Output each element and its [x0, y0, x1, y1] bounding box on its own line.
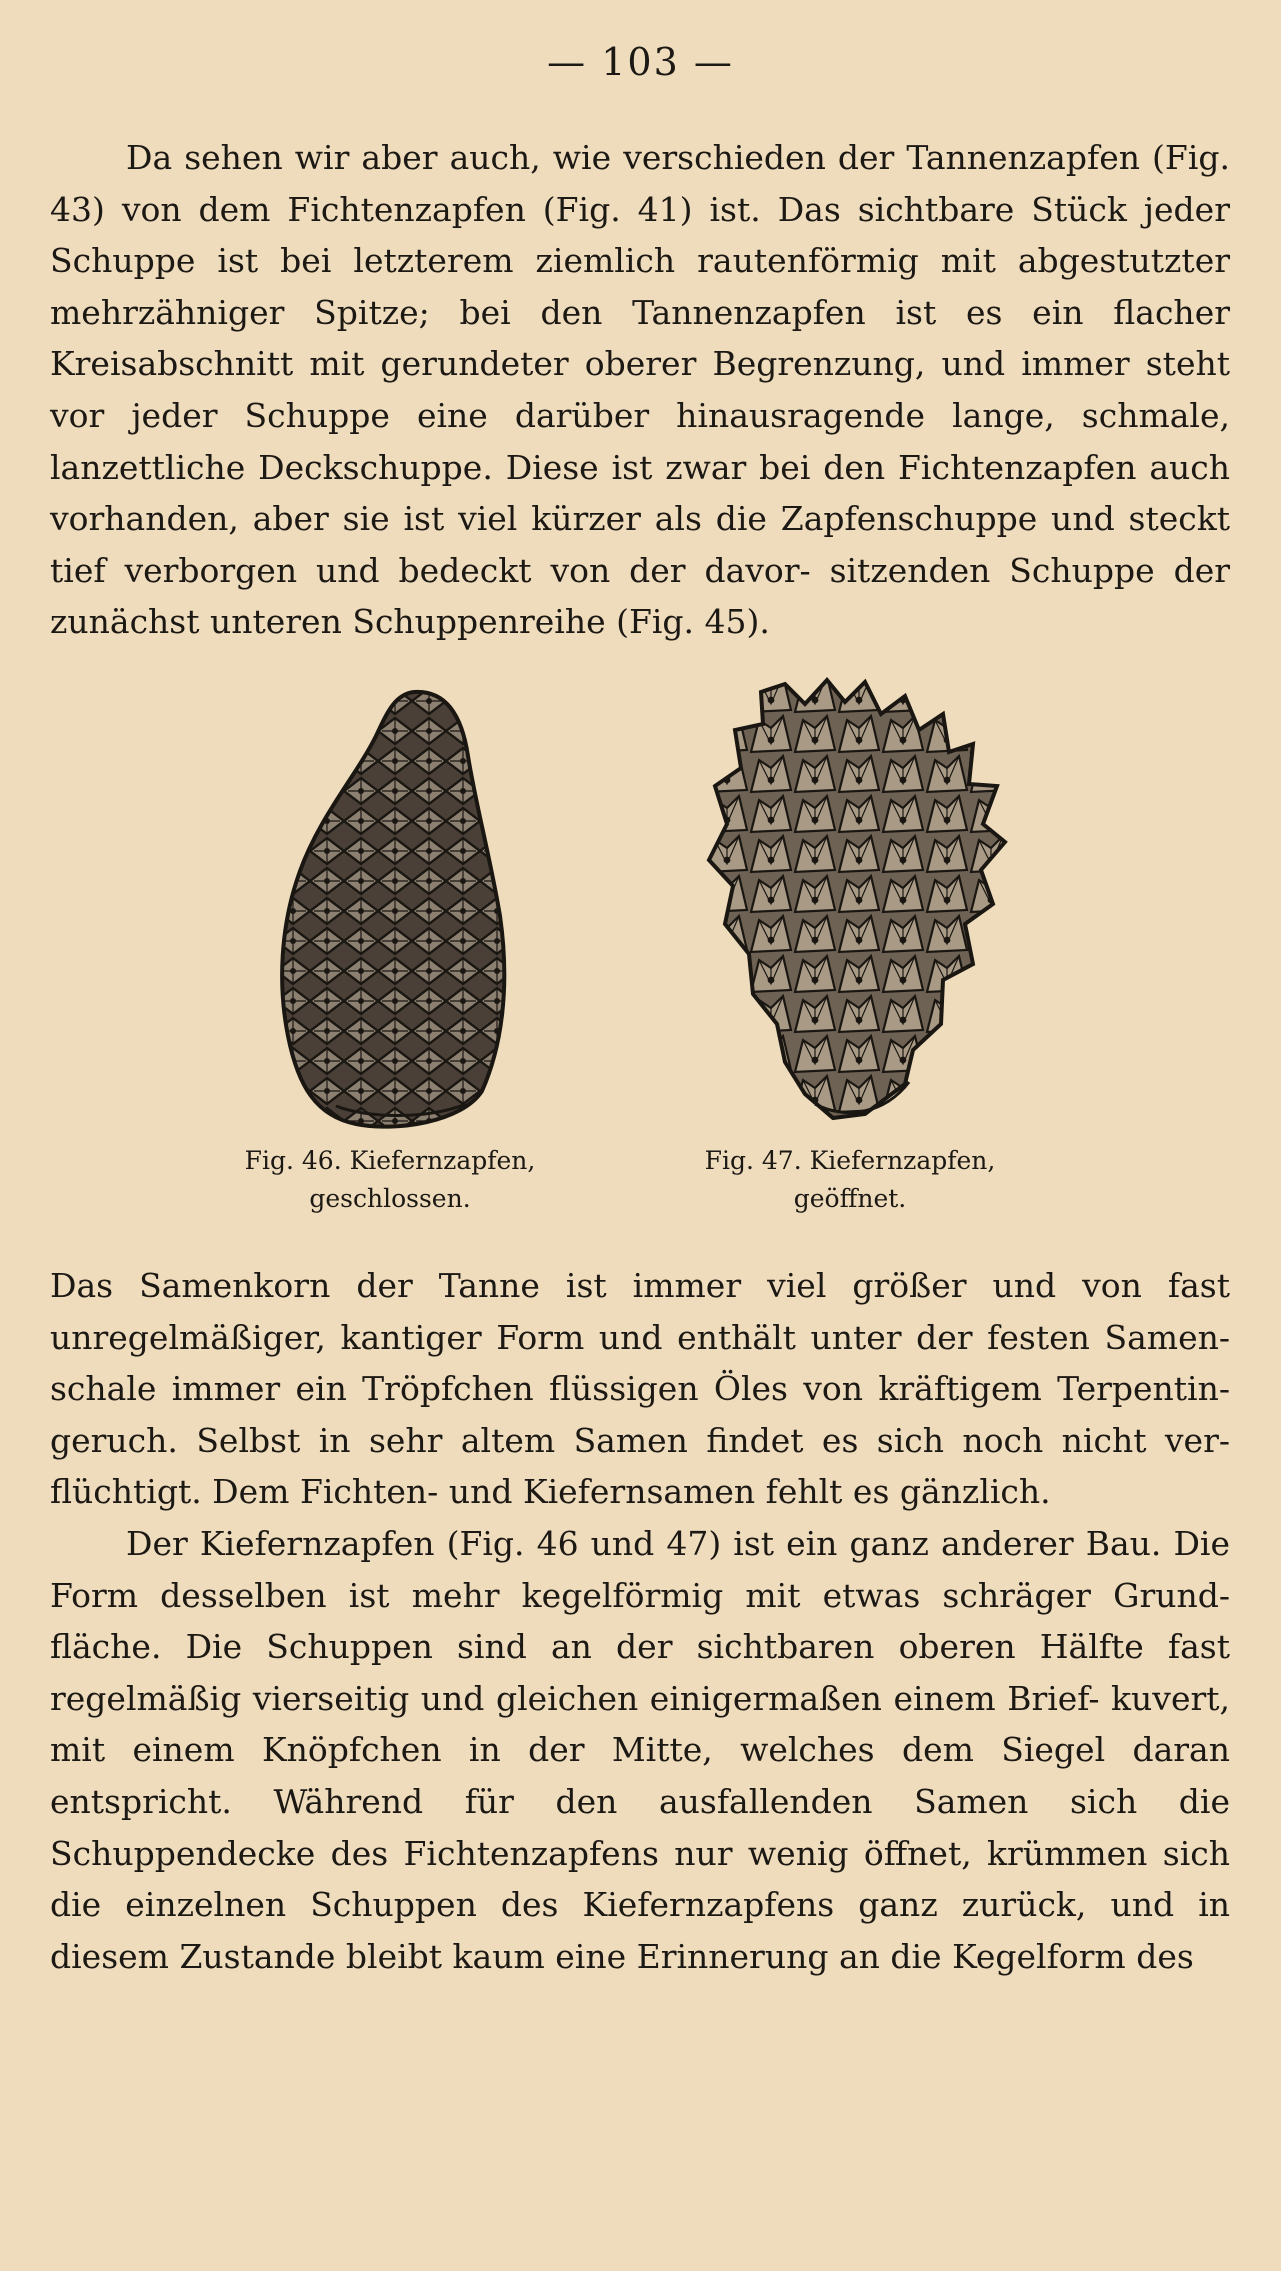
figure-47-caption-line1: Fig. 47. Kiefernzapfen,	[704, 1146, 996, 1175]
paragraph-1-text: Da sehen wir aber auch, wie verschieden der Tannenzapfen (Fig. 43) von dem Fichtenzapfen (Fig. 41) ist. Das sichtbare Stück jeder Schuppe ist bei letzterem ziemlich rautenförmig mit abgestutzter mehrzähniger Spitze; bei den Tannenzapfen ist es ein flacher Kreisabschnitt mit gerundeter oberer Begrenzung, und immer steht vor jeder Schuppe eine darüber hinausragende lange, schmale, lanzettliche Deckschuppe. Diese ist zwar bei den Fichtenzapfen auch vorhanden, aber sie ist viel kürzer als die Zapfenschuppe und steckt tief verborgen und bedeckt von der davor- sitzenden Schuppe der zunächst unteren Schuppenreihe (Fig. 45).	[50, 138, 1230, 642]
paragraph-3-text: Der Kiefernzapfen (Fig. 46 und 47) ist ein ganz anderer Bau. Die Form desselben ist mehr kegelförmig mit etwas schräger Grund- fläche. Die Schuppen sind an der sichtbaren oberen Hälfte fast regelmäßig vierseitig und gleichen einigermaßen einem Brief- kuvert, mit einem Knöpfchen in der Mitte, welches dem Siegel daran entspricht. Während für den ausfallenden Samen sich die Schuppendecke des Fichtenzapfens nur wenig öffnet, krümmen sich die einzelnen Schuppen des Kiefernzapfens ganz zurück, und in diesem Zustande bleibt kaum eine Erinnerung an die Kegelform des	[50, 1524, 1230, 1976]
page-number: — 103 —	[547, 40, 734, 84]
paragraph-3	[50, 1518, 1230, 1982]
paragraph-2-text: Das Samenkorn der Tanne ist immer viel größer und von fast unregelmäßiger, kantiger Form und enthält unter der festen Samen- schale immer ein Tröpfchen flüssigen Öles von kräftigem Terpentin- geruch. Selbst in sehr altem Samen findet es sich noch nicht ver- flüchtigt. Dem Fichten- und Kiefernsamen fehlt es gänzlich.	[50, 1266, 1230, 1512]
figure-47-caption	[650, 1142, 1050, 1218]
closed-pine-cone-illustration	[276, 686, 512, 1132]
figure-46-caption-line1: Fig. 46. Kiefernzapfen,	[244, 1146, 536, 1175]
figure-46-caption-line2: geschlossen.	[309, 1184, 471, 1213]
opened-pine-cone-illustration	[705, 674, 1010, 1124]
paragraph-1	[50, 132, 1230, 648]
figure-47-caption-line2: geöffnet.	[793, 1184, 907, 1213]
paragraph-2	[50, 1260, 1230, 1518]
figure-46-caption	[190, 1142, 590, 1218]
